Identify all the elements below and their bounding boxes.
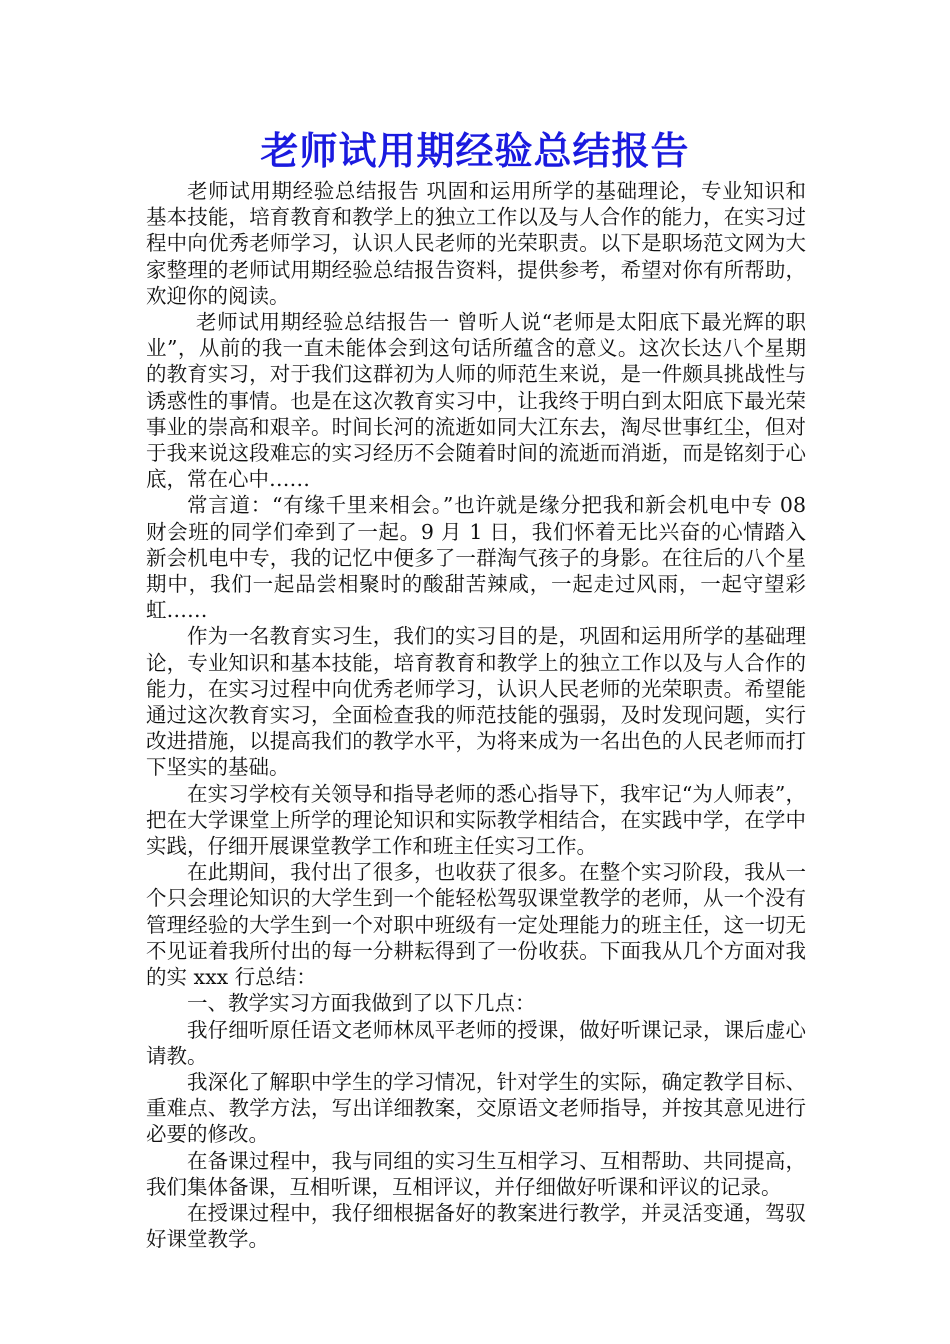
paragraph-intro: 老师试用期经验总结报告 巩固和运用所学的基础理论，专业知识和基本技能，培育教育和教学上的独立工作以及与人合作的能力，在实习过程中向优秀老师学习，认识人民老师的光荣职责。以下是职场范文网为大家整理的老师试用期经验总结报告资料，提供参考，希望对你有所帮助，欢迎你的阅读。 [146,179,806,308]
paragraph-fate: 常言道：“有缘千里来相会。”也许就是缘分把我和新会机电中专 08 财会班的同学们牵到了一起。9 月 1 日，我们怀着无比兴奋的心情踏入新会机电中专，我的记忆中便多了一群淘气孩子的身影。在往后的八个星期中，我们一起品尝相聚时的酸甜苦辣咸，一起走过风雨，一起守望彩虹…… [146,493,806,623]
paragraph-listening: 我仔细听原任语文老师林凤平老师的授课，做好听课记录，课后虚心请教。 [146,1017,806,1068]
document-body [146,178,806,1252]
paragraph-guidance: 在实习学校有关领导和指导老师的悉心指导下，我牢记“为人师表”，把在大学课堂上所学的理论知识和实际教学相结合，在实践中学，在学中实践，仔细开展课堂教学工作和班主任实习工作。 [146,781,806,859]
paragraph-report-one: 老师试用期经验总结报告一 曾听人说“老师是太阳底下最光辉的职业”，从前的我一直未能体会到这句话所蕴含的意义。这次长达八个星期的教育实习，对于我们这群初为人师的师范生来说，是一件颇具挑战性与诱惑性的事情。也是在这次教育实习中，让我终于明白到太阳底下最光荣事业的崇高和艰辛。时间长河的流逝如同大江东去，淘尽世事红尘，但对于我来说这段难忘的实习经历不会随着时间的流逝而消逝，而是铭刻于心底，常在心中…… [146,310,806,492]
section-heading-teaching: 一、教学实习方面我做到了以下几点： [187,991,536,1016]
document-title: 老师试用期经验总结报告 [260,128,690,173]
paragraph-lesson-prep: 在备课过程中，我与同组的实习生互相学习、互相帮助、共同提高，我们集体备课，互相听课，互相评议，并仔细做好听课和评议的记录。 [146,1148,806,1199]
paragraph-purpose: 作为一名教育实习生，我们的实习目的是，巩固和运用所学的基础理论，专业知识和基本技能，培育教育和教学上的独立工作以及与人合作的能力，在实习过程中向优秀老师学习，认识人民老师的光荣职责。希望能通过这次教育实习，全面检查我的师范技能的强弱，及时发现问题，实行改进措施，以提高我们的教学水平，为将来成为一名出色的人民老师而打下坚实的基础。 [146,624,806,780]
paragraph-teaching: 在授课过程中，我仔细根据备好的教案进行教学，并灵活变通，驾驭好课堂教学。 [146,1200,806,1252]
paragraph-harvest: 在此期间，我付出了很多，也收获了很多。在整个实习阶段，我从一个只会理论知识的大学生到一个能轻松驾驭课堂教学的老师，从一个没有管理经验的大学生到一个对职中班级有一定处理能力的班主任，这一切无不见证着我所付出的每一分耕耘得到了一份收获。下面我从几个方面对我的实 xxx 行总结： [146,860,806,990]
paragraph-understanding: 我深化了解职中学生的学习情况，针对学生的实际，确定教学目标、重难点、教学方法，写出详细教案，交原语文老师指导，并按其意见进行必要的修改。 [146,1069,806,1147]
